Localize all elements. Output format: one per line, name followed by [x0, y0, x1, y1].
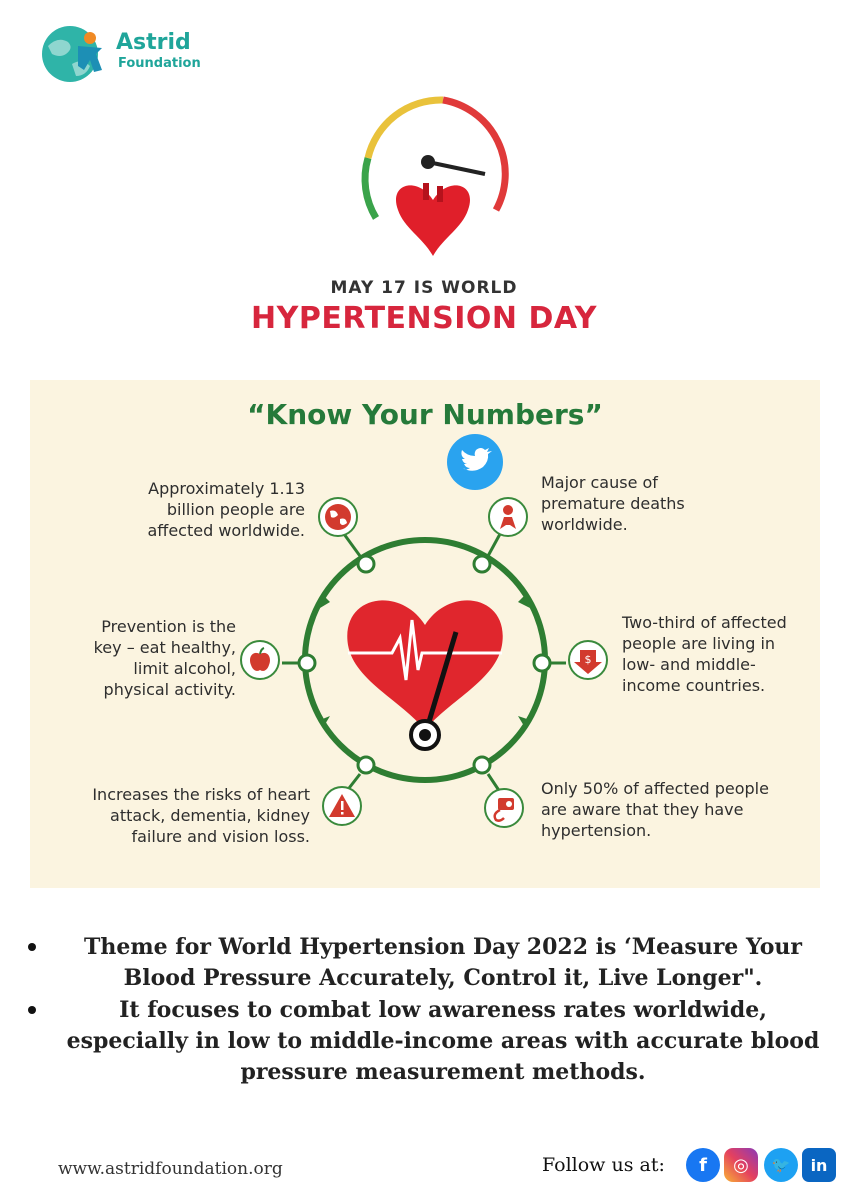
- fact-awareness: Only 50% of affected people are aware that they have hypertension.: [541, 779, 769, 840]
- astrid-foundation-logo[interactable]: [38, 24, 218, 84]
- website-link[interactable]: www.astridfoundation.org: [58, 1159, 283, 1179]
- twitter-badge-icon[interactable]: [447, 434, 503, 490]
- heart-wheel-graphic: [260, 520, 590, 810]
- facebook-glyph: f: [699, 1154, 707, 1176]
- twitter-bird-icon: [447, 434, 503, 490]
- fact-prevalence: Approximately 1.13 billion people are affected worldwide.: [147, 479, 305, 540]
- svg-text:$: $: [584, 653, 592, 666]
- bullet-focus: [28, 995, 828, 1088]
- money-down-icon: [568, 640, 608, 680]
- brand-subtitle: Foundation: [118, 56, 201, 71]
- bullet-text: It focuses to combat low awareness rates worldwide, especially in low to middle-income areas with accurate blood pressure measurement methods.: [66, 997, 820, 1085]
- globe-person-icon: [38, 24, 108, 84]
- hero-date-line: MAY 17 IS WORLD: [330, 278, 518, 298]
- linkedin-glyph: in: [810, 1155, 828, 1175]
- hero-title: HYPERTENSION DAY: [251, 301, 597, 336]
- bullet-list: [28, 932, 828, 1088]
- linkedin-icon[interactable]: [802, 1148, 836, 1182]
- fact-prevention: Prevention is the key – eat healthy, limit alcohol, physical activity.: [93, 617, 236, 699]
- instagram-glyph: ◎: [733, 1154, 749, 1176]
- instagram-icon[interactable]: [724, 1148, 758, 1182]
- warning-icon: [322, 786, 362, 826]
- bullet-theme: [28, 932, 828, 994]
- globe-icon: [318, 497, 358, 537]
- follow-label: Follow us at:: [542, 1154, 665, 1176]
- fact-risks: Increases the risks of heart attack, dementia, kidney failure and vision loss.: [92, 785, 310, 846]
- blood-pressure-icon: [484, 788, 524, 828]
- bullet-dot: [28, 1006, 36, 1014]
- baby-icon: [488, 497, 528, 537]
- twitter-icon[interactable]: [764, 1148, 798, 1182]
- blood-pressure-gauge-heart-icon: [348, 88, 518, 268]
- fact-low-middle-income: Two-third of affected people are living in low- and middle-income countries.: [622, 613, 787, 695]
- fact-premature-deaths: Major cause of premature deaths worldwide.: [541, 473, 685, 534]
- bullet-text: Theme for World Hypertension Day 2022 is ‘Measure Your Blood Pressure Accurately, Control it, Live Longer".: [83, 934, 803, 991]
- facebook-icon[interactable]: [686, 1148, 720, 1182]
- twitter-glyph: 🐦: [771, 1156, 791, 1174]
- apple-icon: [240, 640, 280, 680]
- brand-name: Astrid: [116, 30, 191, 55]
- panel-title: “Know Your Numbers”: [247, 398, 603, 431]
- bullet-dot: [28, 943, 36, 951]
